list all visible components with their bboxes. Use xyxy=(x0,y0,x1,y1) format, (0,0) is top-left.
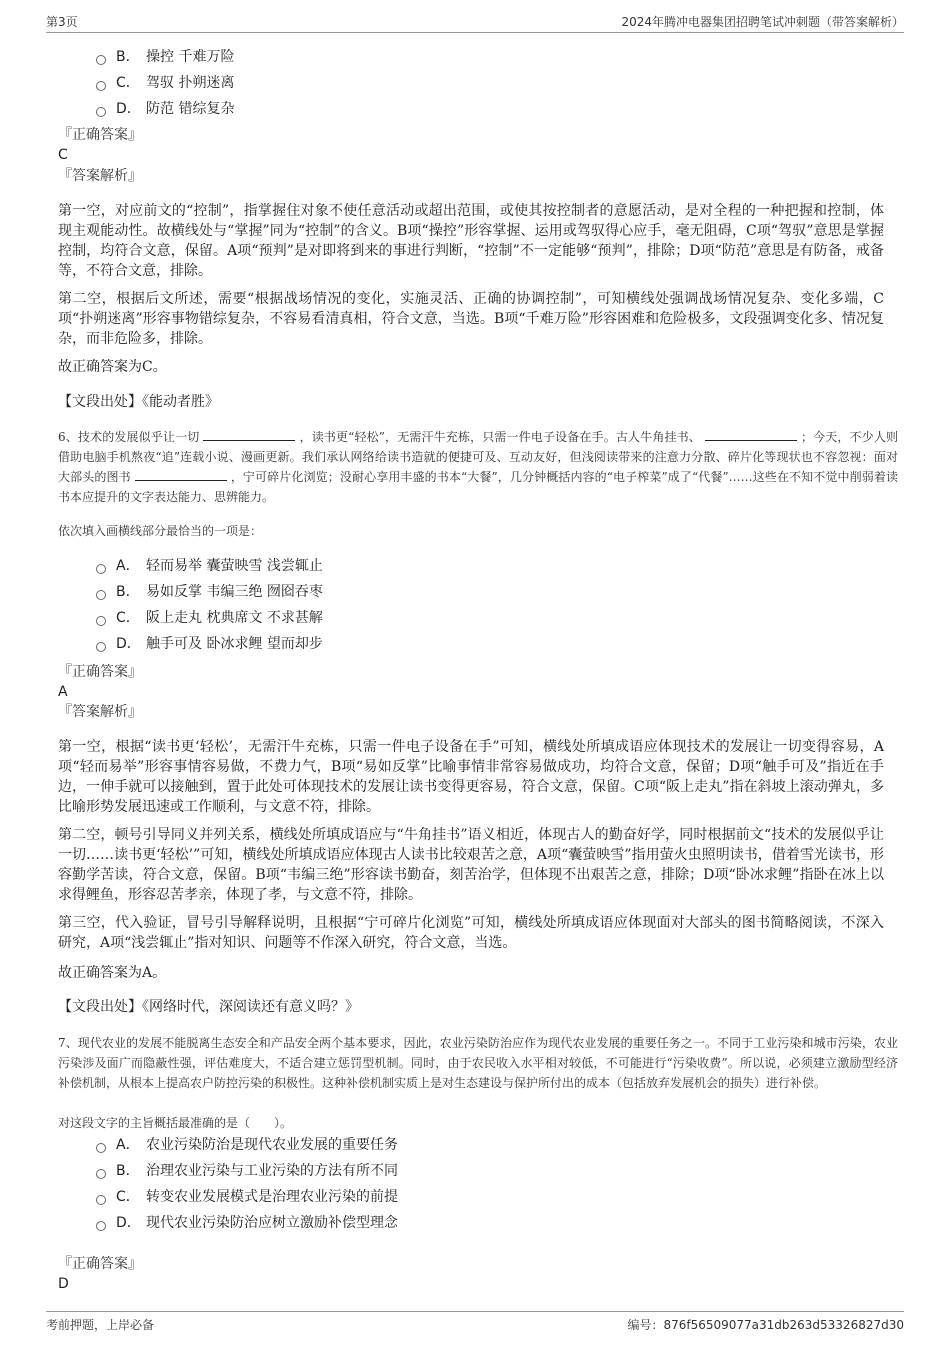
q6-option-d[interactable]: D． 触手可及 卧冰求鲤 望而却步 xyxy=(96,634,323,654)
radio-icon[interactable] xyxy=(96,81,106,91)
q5-analysis-label: 『答案解析』 xyxy=(58,168,142,184)
q6-option-b[interactable]: B． 易如反掌 韦编三绝 囫囵吞枣 xyxy=(96,582,323,602)
page-footer xyxy=(46,1311,904,1336)
footer-motto: 考前押题，上岸必备 xyxy=(46,1318,155,1332)
q5-answer-label: 『正确答案』 xyxy=(58,127,142,143)
radio-icon[interactable] xyxy=(96,1195,106,1205)
q5-analysis-paragraph: 第一空，对应前文的“控制”，指掌握住对象不使任意活动或超出范围，或使其按控制者的意愿活动，是对全程的一种把握和控制，体现主观能动性。故横线处与“掌握”同为“控制”的含义。B项“操控”形容掌握、运用或驾驭得心应手，毫无阻碍，C项“驾驭”意思是掌握控制，均符合文意，保留。A项“预判”是对即将到来的事进行判断，“控制”不一定能够“预判”，排除；D项“防范”意思是有防备，戒备等，不符合文意，排除。 xyxy=(58,203,884,279)
q6-analysis-label: 『答案解析』 xyxy=(58,704,142,720)
radio-icon[interactable] xyxy=(96,564,106,574)
q6-source: 【文段出处】《网络时代，深阅读还有意义吗？》 xyxy=(58,999,359,1015)
q6-answer-label: 『正确答案』 xyxy=(58,664,142,680)
q5-analysis-paragraph: 第二空，根据后文所述，需要“根据战场情况的变化，实施灵活、正确的协调控制”，可知横线处强调战场情况复杂、变化多端，C项“扑朔迷离”形容事物错综复杂，不容易看清真相，符合文意，当选。B项“千难万险”形容困难和危险极多，文段强调变化多、情况复杂，而非危险多，排除。 xyxy=(58,291,884,347)
radio-icon[interactable] xyxy=(96,55,106,65)
q7-option-c[interactable]: C． 转变农业发展模式是治理农业污染的前提 xyxy=(96,1187,398,1207)
q5-option-d[interactable]: D． 防范 错综复杂 xyxy=(96,99,234,119)
q7-prompt: 对这段文字的主旨概括最准确的是（ ）。 xyxy=(58,1116,293,1130)
q6-prompt: 依次填入画横线部分最恰当的一项是： xyxy=(58,524,263,538)
radio-icon[interactable] xyxy=(96,1143,106,1153)
q6-analysis-paragraph: 第一空，根据“读书更‘轻松’，无需汗牛充栋，只需一件电子设备在手”可知，横线处所填成语应体现技术的发展让一切变得容易，A项“轻而易举”形容事情容易做，不费力气，B项“易如反掌”比喻事情非常容易做成功，均符合文意，保留；D项“触手可及”指近在手边，一伸手就可以接触到，置于此处可体现技术的发展让读书变得更容易，符合文意，保留。C项“阪上走丸”指在斜坡上滚动弹丸，多比喻形势发展迅速或工作顺利，与文意不符，排除。 xyxy=(58,739,884,815)
q6-analysis-paragraph: 第三空，代入验证，冒号引导解释说明，且根据“宁可碎片化浏览”可知，横线处所填成语应体现面对大部头的图书简略阅读，不深入研究，A项“浅尝辄止”指对知识、问题等不作深入研究，符合文意，当选。 xyxy=(58,915,884,951)
q5-source: 【文段出处】《能动者胜》 xyxy=(58,394,219,410)
radio-icon[interactable] xyxy=(96,1169,106,1179)
q7-answer-label: 『正确答案』 xyxy=(58,1256,142,1272)
q6-stem: 6、技术的发展似乎让一切 ，读书更“轻松”，无需汗牛充栋，只需一件电子设备在手。古人牛角挂书、 ；今天，不少人则借助电脑手机熬夜“追”连载小说、漫画更新。我们承认网络给读书造就的便捷可及、互动友好，但浅阅读带来的注意力分散、碎片化等现状也不容忽视：面对大部头的图书 ，宁可碎片化浏览；没耐心享用丰盛的书本“大餐”，几分钟概括内容的“电子榨菜”成了“代餐”……这些在不知不觉中削弱着读书本应提升的文字表达能力、思辨能力。 xyxy=(58,430,898,504)
q5-option-c[interactable]: C． 驾驭 扑朔迷离 xyxy=(96,73,234,93)
radio-icon[interactable] xyxy=(96,616,106,626)
blank-line xyxy=(705,428,797,441)
page-number: 第3页 xyxy=(46,15,78,29)
radio-icon[interactable] xyxy=(96,107,106,117)
q6-conclusion: 故正确答案为A。 xyxy=(58,965,167,981)
q6-answer: A xyxy=(58,684,68,700)
q5-answer: C xyxy=(58,147,68,163)
blank-line xyxy=(203,428,295,441)
radio-icon[interactable] xyxy=(96,1221,106,1231)
q6-option-c[interactable]: C． 阪上走丸 枕典席文 不求甚解 xyxy=(96,608,323,628)
page-header xyxy=(46,10,904,33)
q7-answer: D xyxy=(58,1276,69,1292)
q6-analysis-paragraph: 第二空，顿号引导同义并列关系，横线处所填成语应与“牛角挂书”语义相近，体现古人的勤奋好学，同时根据前文“技术的发展似乎让一切……读书更‘轻松’”可知，横线处所填成语应体现古人读书比较艰苦之意，A项“囊萤映雪”指用萤火虫照明读书，借着雪光读书，形容勤学苦读，符合文意，保留。B项“韦编三绝”形容读书勤奋，刻苦治学，但体现不出艰苦之意，排除；D项“卧冰求鲤”指卧在冰上以求得鲤鱼，形容忍苦孝亲，体现了孝，与文意不符，排除。 xyxy=(58,827,884,903)
q7-stem: 7、现代农业的发展不能脱离生态安全和产品安全两个基本要求，因此，农业污染防治应作为现代农业发展的重要任务之一。不同于工业污染和城市污染，农业污染涉及面广而隐蔽性强，评估难度大，不适合建立惩罚型机制。同时，由于农民收入水平相对较低，不可能进行“污染收费”。所以说，必须建立激励型经济补偿机制，从根本上提高农户防控污染的积极性。这种补偿机制实质上是对生态建设与保护所付出的成本（包括放弃发展机会的损失）进行补偿。 xyxy=(58,1036,898,1090)
q7-option-d[interactable]: D． 现代农业污染防治应树立激励补偿型理念 xyxy=(96,1213,398,1233)
document-title: 2024年腾冲电器集团招聘笔试冲刺题（带答案解析） xyxy=(621,15,904,29)
q5-conclusion: 故正确答案为C。 xyxy=(58,359,167,375)
serial-number: 编号：876f56509077a31db263d53326827d30 xyxy=(627,1318,904,1332)
q7-option-b[interactable]: B． 治理农业污染与工业污染的方法有所不同 xyxy=(96,1161,398,1181)
blank-line xyxy=(135,468,227,481)
q6-option-a[interactable]: A． 轻而易举 囊萤映雪 浅尝辄止 xyxy=(96,556,323,576)
radio-icon[interactable] xyxy=(96,642,106,652)
radio-icon[interactable] xyxy=(96,590,106,600)
q5-option-b[interactable]: B． 操控 千难万险 xyxy=(96,47,234,67)
q7-option-a[interactable]: A． 农业污染防治是现代农业发展的重要任务 xyxy=(96,1135,398,1155)
